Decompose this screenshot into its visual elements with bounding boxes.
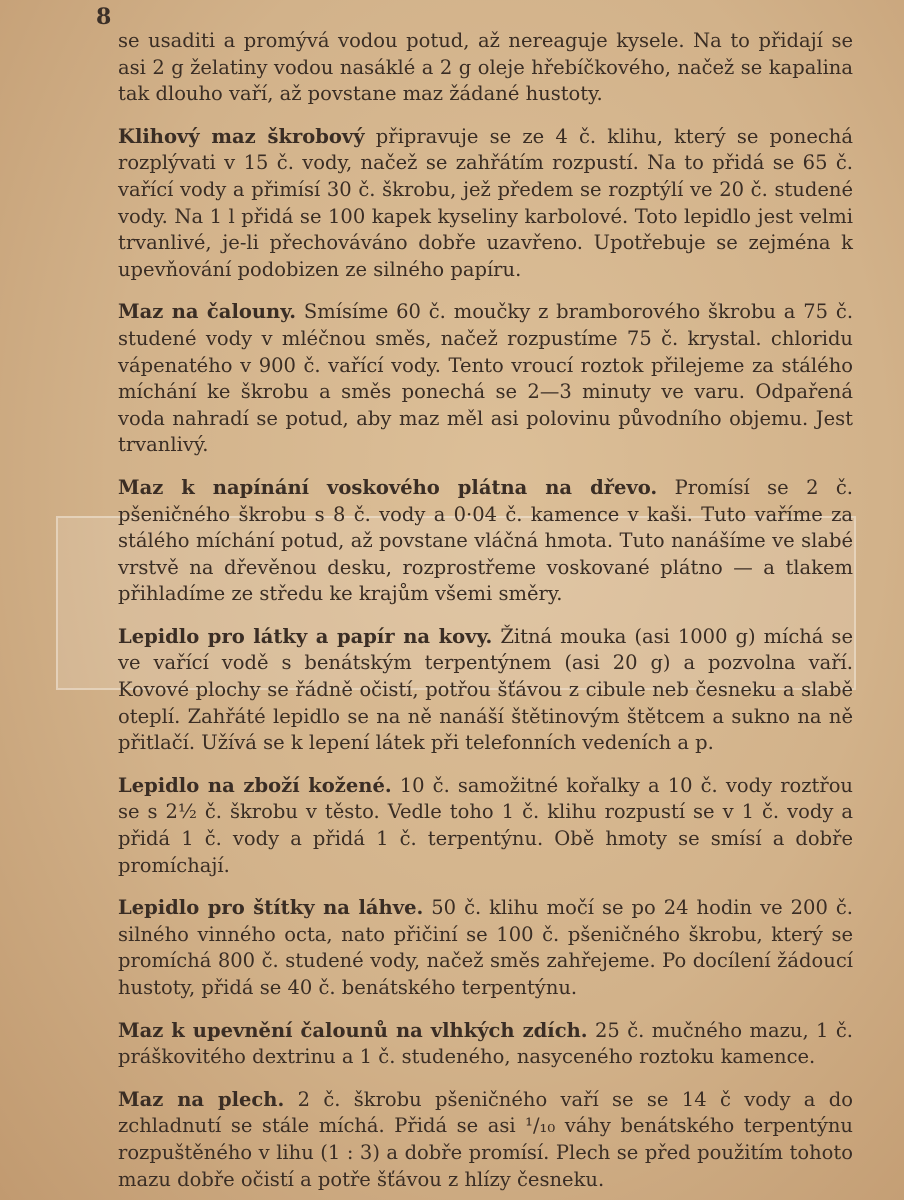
paragraph-text: 25 č. mučného mazu, 1 č. práškovitého dextrinu a 1 č. studeného, nasyceného roztoku kamence.	[118, 1018, 853, 1069]
paragraph-heading: Lepidlo pro štítky na láhve.	[118, 896, 424, 920]
paragraph-heading: Maz na plech.	[118, 1087, 285, 1111]
paragraph-text: 10 č. samožitné kořalky a 10 č. vody roztřou se s 2½ č. škrobu v těsto. Vedle toho 1 č. klihu rozpustí se v 1 č. vody a přidá 1 č. vody a přidá 1 č. terpentýnu. Obě hmoty se smísí a dobře promíchají.	[118, 773, 853, 877]
paragraph-text: 50 č. klihu močí se po 24 hodin ve 200 č. silného vinného octa, nato přičiní se 100 č. pšeničného škrobu, který se promíchá 800 č. studené vody, načež směs zahřejeme. Po docílení žádoucí hustoty, přidá se 40 č. benátského terpentýnu.	[118, 896, 853, 999]
paragraph-text: připravuje se ze 4 č. klihu, který se ponechá rozplývati v 15 č. vody, načež se zahřátím rozpustí. Na to přidá se 65 č. vařící vody a přimísí 30 č. škrobu, jež předem se rozptýlí ve 20 č. studené vody. Na 1 l přidá se 100 kapek kyseliny karbolové. Toto lepidlo jest velmi trvanlivé, je-li přechováváno dobře uzavřeno. Upotřebuje se zejména k upevňování podobizen ze silného papíru.	[118, 124, 853, 281]
paragraph-stitky-lahve	[118, 895, 853, 1001]
paragraph-heading: Maz k upevnění čalounů na vlhkých zdích.	[118, 1018, 588, 1042]
paragraph-heading: Lepidlo na zboží kožené.	[118, 773, 392, 797]
page-number: 8	[96, 4, 112, 30]
paragraph-vlhke-zdi	[118, 1018, 853, 1071]
paragraph-heading: Maz k napínání voskového plátna na dřevo.	[118, 475, 658, 499]
page-body	[118, 28, 853, 1193]
paragraph-heading: Maz na čalouny.	[118, 300, 297, 324]
paragraph-text: 2 č. škrobu pšeničného vaří se se 14 č vody a do zchladnutí se stále míchá. Přidá se asi ¹/₁₀ váhy benátského terpentýnu rozpuštěného v lihu (1 : 3) a dobře promísí. Plech se před použitím tohoto mazu dobře očistí a potře šťávou z hlízy česneku.	[118, 1087, 853, 1191]
paragraph-text: se usaditi a promývá vodou potud, až nereaguje kysele. Na to přidají se asi 2 g želatiny vodou nasáklé a 2 g oleje hřebíčkového, načež se kapalina tak dlouho vaří, až povstane maz žádané hustoty.	[118, 29, 853, 106]
paragraph-lepidlo-kovy	[118, 624, 853, 757]
paragraph-heading: Klihový maz škrobový	[118, 124, 365, 148]
paragraph-lepidlo-kozene	[118, 773, 853, 879]
paragraph-heading: Lepidlo pro látky a papír na kovy.	[118, 624, 493, 648]
paragraph-maz-na-plech	[118, 1087, 853, 1193]
paragraph-maz-na-calouny	[118, 299, 853, 459]
paragraph-text: Promísí se 2 č. pšeničného škrobu s 8 č. vody a 0·04 č. kamence v kaši. Tuto vaříme za stálého míchání potud, až povstane vláčná hmota. Tuto nanášíme ve slabé vrstvě na dřevěnou desku, rozprostřeme voskované plátno — a tlakem přihladíme ze středu ke krajům všemi směry.	[118, 475, 853, 606]
paragraph-text: Žitná mouka (asi 1000 g) míchá se ve vařící vodě s benátským terpentýnem (asi 20 g) a pozvolna vaří. Kovové plochy se řádně očistí, potřou šťávou z cibule neb česneku a slabě oteplí. Zahřáté lepidlo se na ně nanáší štětinovým štětcem a sukno na ně přitlačí. Užívá se k lepení látek při telefonních vedeních a p.	[118, 624, 853, 755]
paragraph-text: Smísíme 60 č. moučky z bramborového škrobu a 75 č. studené vody v mléčnou směs, načež rozpustíme 75 č. krystal. chloridu vápenatého v 900 č. vařící vody. Tento vroucí roztok přilejeme za stálého míchání ke škrobu a směs ponechá se 2—3 minuty ve varu. Odpařená voda nahradí se potud, aby maz měl asi polovinu původního objemu. Jest trvanlivý.	[118, 300, 854, 457]
paragraph-klihovy-maz	[118, 124, 853, 284]
paragraph-voskove-platno	[118, 475, 853, 608]
paragraph-continuation	[118, 28, 853, 108]
